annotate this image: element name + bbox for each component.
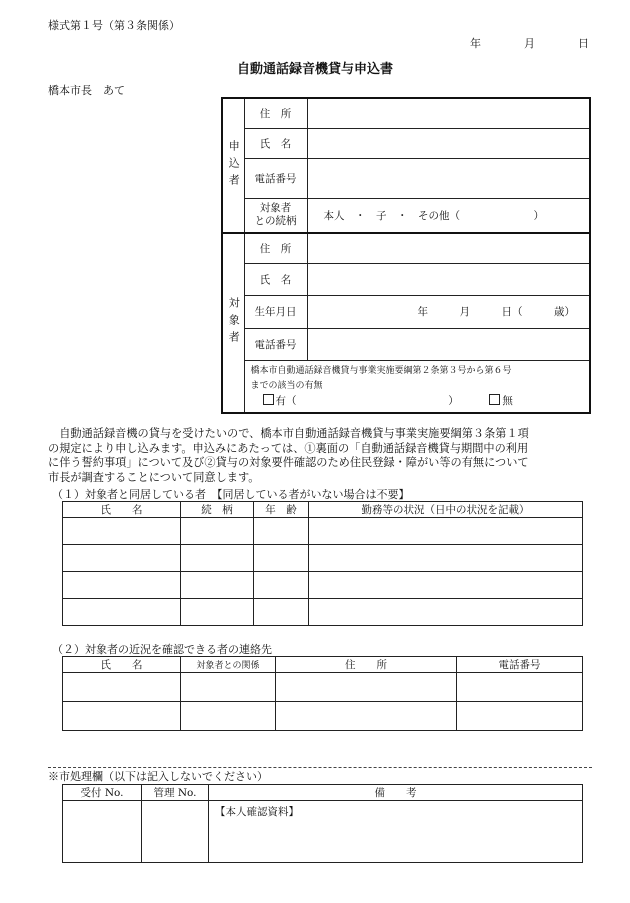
contacts-table [62,656,583,731]
cell[interactable] [63,518,181,545]
target-name-label: 氏 名 [244,263,307,295]
cohabitants-heading: （１）対象者と同居している者 【同居している者がいない場合は不要】 [52,488,410,501]
target-name-field[interactable] [307,263,590,295]
applicant-name-label: 氏 名 [244,128,307,158]
identity-docs-note: 【本人確認資料】 [215,806,299,818]
table-row [63,599,583,626]
cell[interactable] [309,518,583,545]
table-row [63,702,583,731]
cell[interactable] [63,599,181,626]
cell[interactable] [457,702,583,731]
consent-line: の規定により申し込みます。申込みにあたっては、①裏面の「自動通話録音機貸与期間中の利用 [48,441,529,455]
applicant-relation-options[interactable]: 本人 ・ 子 ・ その他（ ） [307,198,590,233]
cell[interactable] [181,545,254,572]
none-label: 無 [502,394,513,407]
col-name: 氏 名 [63,657,181,673]
date-day[interactable]: 日 [578,37,589,50]
applicant-phone-label: 電話番号 [244,158,307,198]
cell[interactable] [63,673,181,702]
cell[interactable] [181,702,276,731]
col-address: 住 所 [276,657,457,673]
col-status: 勤務等の状況（日中の状況を記載） [309,502,583,518]
cell[interactable] [63,572,181,599]
relation-label-line2: との続柄 [254,215,297,228]
cell[interactable] [63,545,181,572]
cell[interactable] [181,572,254,599]
col-relationship: 対象者との関係 [181,657,276,673]
cell[interactable] [254,518,309,545]
target-birthdate-field[interactable]: 年 月 日（ 歳） [307,295,590,328]
cell[interactable] [309,545,583,572]
cell[interactable] [457,673,583,702]
form-title: 自動通話録音機貸与申込書 [236,62,393,77]
cell[interactable] [63,702,181,731]
col-reception-no: 受付 No. [63,785,142,801]
relation-label-line1: 対象者 [259,202,292,215]
date-year[interactable]: 年 [470,37,481,50]
has-close: ） [448,394,459,407]
date-line [470,35,589,51]
target-section-label: 対象者 [222,233,244,413]
applicant-address-field[interactable] [307,98,590,128]
consent-paragraph [48,427,529,485]
form-number: 様式第１号（第３条関係） [48,19,180,32]
col-phone: 電話番号 [457,657,583,673]
applicant-target-table [221,97,591,414]
management-no-field[interactable] [142,801,209,863]
eligibility-cell [244,360,590,413]
cell[interactable] [309,572,583,599]
target-phone-label: 電話番号 [244,328,307,360]
col-age: 年 齢 [254,502,309,518]
eligibility-text-2: までの該当の有無 [250,380,323,391]
office-heading: ※市処理欄（以下は記入しないでください） [48,770,268,783]
eligibility-options [251,394,584,409]
applicant-name-field[interactable] [307,128,590,158]
target-address-label: 住 所 [244,233,307,263]
none-checkbox[interactable] [489,394,500,405]
target-phone-field[interactable] [307,328,590,360]
applicant-relation-label [244,198,307,233]
cell[interactable] [181,673,276,702]
remarks-field[interactable] [209,801,583,863]
col-relation: 続 柄 [181,502,254,518]
cell[interactable] [181,599,254,626]
consent-line: 自動通話録音機の貸与を受けたいので、橋本市自動通話録音機貸与事業実施要綱第３条第１項 [48,427,529,440]
contacts-heading: （２）対象者の近況を確認できる者の連絡先 [52,643,272,656]
applicant-address-label: 住 所 [244,98,307,128]
cohabitants-table [62,501,583,626]
target-birthdate-label: 生年月日 [244,295,307,328]
cell[interactable] [254,572,309,599]
target-address-field[interactable] [307,233,590,263]
table-row [63,572,583,599]
cell[interactable] [181,518,254,545]
has-checkbox[interactable] [263,394,274,405]
col-name: 氏 名 [63,502,181,518]
applicant-phone-field[interactable] [307,158,590,198]
cell[interactable] [254,545,309,572]
eligibility-text-1: 橋本市自動通話録音機貸与事業実施要綱第２条第３号から第６号 [250,365,512,376]
consent-line: に伴う誓約事項」について及び②貸与の対象要件確認のため住民登録・障がい等の有無について [48,456,529,469]
table-row [63,545,583,572]
col-remarks: 備 考 [209,785,583,801]
has-label: 有（ [275,394,297,407]
applicant-section-label: 申込者 [222,98,244,233]
table-row [63,673,583,702]
office-table [62,784,583,863]
col-management-no: 管理 No. [142,785,209,801]
cell[interactable] [276,702,457,731]
cell[interactable] [276,673,457,702]
consent-line: 市長が調査することについて同意します。 [48,470,260,484]
date-month[interactable]: 月 [524,37,535,50]
cell[interactable] [254,599,309,626]
cell[interactable] [309,599,583,626]
table-row [63,518,583,545]
addressee: 橋本市長 あて [48,84,125,97]
reception-no-field[interactable] [63,801,142,863]
